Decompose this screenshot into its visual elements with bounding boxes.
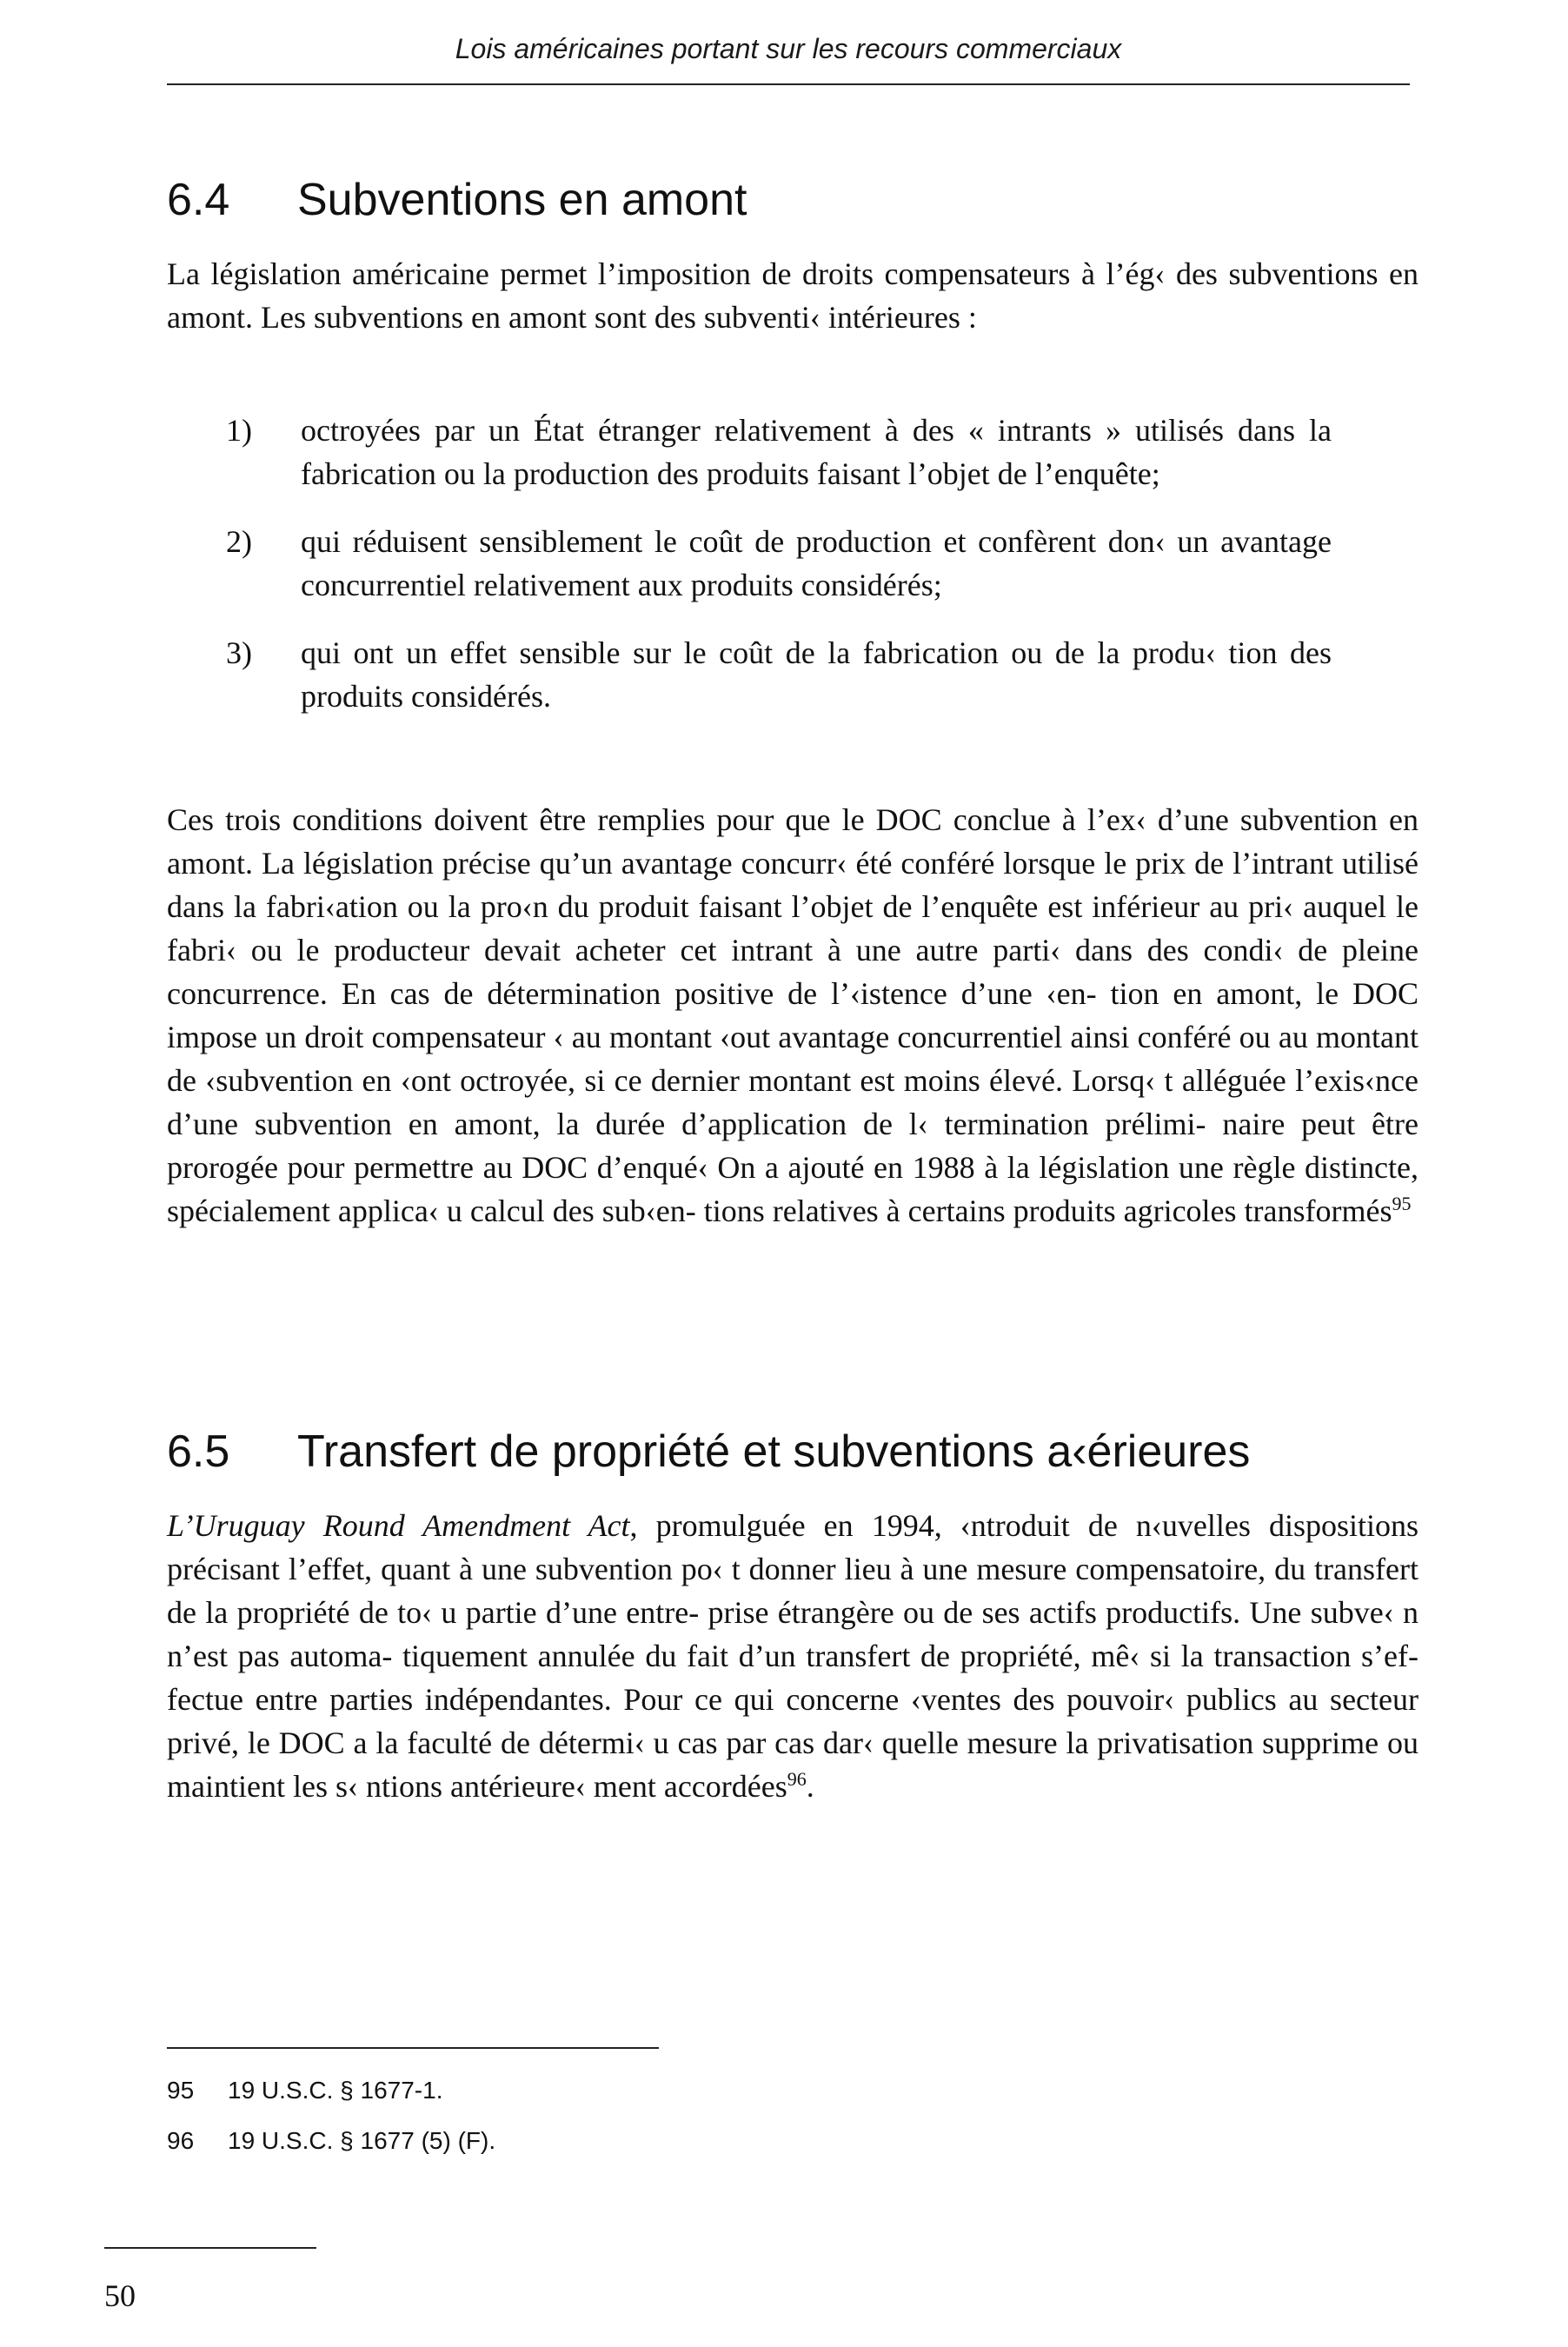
- running-header: Lois américaines portant sur les recours commerciaux: [455, 33, 1122, 64]
- footnote-text: 19 U.S.C. § 1677 (5) (F).: [228, 2127, 496, 2154]
- page-number-rule: [104, 2247, 316, 2249]
- section-6-5-body: L’Uruguay Round Amendment Act, promulguée en 1994, ‹ntroduit de n‹uvelles dispositions précisant l’effet, quant à une subvention po‹ t donner lieu à une mesure compensatoire, du transfert de la propriété de to‹ u partie d’une entre- prise étrangère ou de ses actifs productifs. Une subve‹ n n’est pas automa- tiquement annulée du fait d’un transfert de propriété, mê‹ si la transaction s’ef- fectue entre parties indépendantes. Pour ce qui concerne ‹ventes des pouvoir‹ publics au secteur privé, le DOC a la faculté de détermi‹ u cas par cas dar‹ quelle mesure la privatisation supprime ou maintient les s‹ ntions antérieure‹ ment accordées$^{96}$.: [167, 1508, 1419, 1804]
- list-marker: 3): [226, 635, 252, 670]
- body-text: , promulguée en 1994, ‹ntroduit de n‹uvelles dispositions précisant l’effet, quant à une subvention po‹ t donner lieu à une mesure compensatoire, du transfert de la propriété de to‹ u partie d’une entre- prise étrangère ou de ses actifs productifs. Une subve‹ n n’est pas automa- tiquement annulée du fait d’un transfert de propriété, mê‹ si la transaction s’ef- fectue entre parties indépendantes. Pour ce qui concerne ‹ventes des pouvoir‹ publics au secteur privé, le DOC a la faculté de détermi‹ u cas par cas dar‹ quelle mesure la privatisation supprime ou maintient les s‹ ntions antérieure‹ ment accordées: [167, 1508, 1419, 1804]
- footnote-number: 96: [167, 2127, 195, 2154]
- body-text: Ces trois conditions doivent être remplies pour que le DOC conclue à l’ex‹ d’une subvention en amont. La législation précise qu’un avantage concurr‹ été conféré lorsque le prix de l’intrant utilisé dans la fabri‹ation ou la pro‹n du produit faisant l’objet de l’enquête est inférieur au pri‹ auquel le fabri‹ ou le producteur devait acheter cet intrant à une autre parti‹ dans des condi‹ de pleine concurrence. En cas de détermination positive de l’‹istence d’une ‹en- tion en amont, le DOC impose un droit compensateur ‹ au montant ‹out avantage concurrentiel ainsi conféré ou au montant de ‹subvention en ‹ont octroyée, si ce dernier montant est moins élevé. Lorsq‹ t alléguée l’exis‹nce d’une subvention en amont, la durée d’application de l‹ termination prélimi- naire peut être prorogée pour permettre au DOC d’enqué‹ On a ajouté en 1988 à la législation une règle distincte, spécialement applica‹ u calcul des sub‹en- tions relatives à certains produits agricoles transformés: [167, 802, 1419, 1228]
- list-marker: 1): [226, 413, 252, 448]
- page-number: 50: [104, 2278, 136, 2313]
- section-title: Transfert de propriété et subventions a‹érieures: [297, 1426, 1251, 1477]
- list-item: [226, 520, 1332, 607]
- conditions-list: [226, 409, 1332, 742]
- header-rule: [167, 83, 1410, 85]
- list-item-text: qui ont un effet sensible sur le coût de la fabrication ou de la produ‹ tion des produits considérés.: [301, 635, 1332, 714]
- footnote-number: 95: [167, 2077, 195, 2104]
- footnote-ref: 95: [1392, 1193, 1412, 1214]
- footnote-ref: 96: [787, 1768, 807, 1790]
- footnotes: [167, 2065, 495, 2166]
- section-title: Subventions en amont: [297, 175, 747, 225]
- section-6-4-intro: La législation américaine permet l’imposition de droits compensateurs à l’ég‹ des subventions en amont. Les subventions en amont sont des subventi‹ intérieures :: [167, 256, 1419, 335]
- list-marker: 2): [226, 524, 252, 559]
- section-number: 6.4: [167, 175, 230, 225]
- list-item: [226, 631, 1332, 718]
- section-6-5-heading: [167, 1426, 1250, 1478]
- footnote-rule: [167, 2047, 659, 2049]
- list-item-text: qui réduisent sensiblement le coût de production et confèrent don‹ un avantage concurrentiel relativement aux produits considérés;: [301, 524, 1332, 602]
- section-6-4-heading: [167, 174, 747, 226]
- footnote: [167, 2116, 495, 2166]
- footnote: [167, 2065, 495, 2116]
- section-6-4-body: [167, 798, 1419, 1233]
- list-item-text: octroyées par un État étranger relativement à des « intrants » utilisés dans la fabrication ou la production des produits faisant l’objet de l’enquête;: [301, 413, 1332, 491]
- list-item: [226, 409, 1332, 495]
- footnote-text: 19 U.S.C. § 1677-1.: [228, 2077, 443, 2104]
- section-number: 6.5: [167, 1426, 230, 1477]
- act-title: L’Uruguay Round Amendment Act: [167, 1508, 630, 1543]
